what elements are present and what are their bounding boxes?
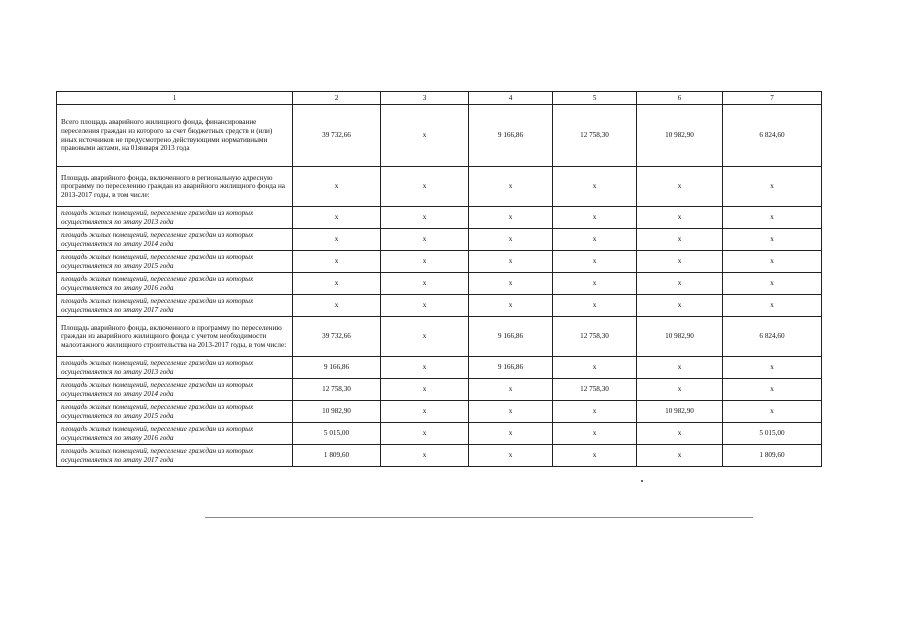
cell-value: х [637, 295, 723, 317]
cell-value: 5 015,00 [723, 423, 822, 445]
cell-value: х [469, 401, 553, 423]
row-label: Площадь аварийного фонда, включенного в программу по переселению граждан из аварийного жилищного фонда с учетом необходимости малоэтажного жилищного строительства на 2013-2017 годы, в том числе: [57, 317, 293, 357]
cell-value: 39 732,66 [293, 105, 381, 167]
cell-value: х [723, 229, 822, 251]
cell-value: х [293, 167, 381, 207]
row-label: площадь жилых помещений, переселение граждан из которых осуществляется по этапу 2013 года [57, 357, 293, 379]
cell-value: х [381, 379, 469, 401]
table-row [57, 379, 822, 401]
cell-value: 9 166,86 [293, 357, 381, 379]
cell-value: х [553, 401, 637, 423]
cell-value: х [637, 273, 723, 295]
column-header-7: 7 [723, 92, 822, 105]
cell-value: х [381, 295, 469, 317]
cell-value: 6 824,60 [723, 105, 822, 167]
cell-value: 12 758,30 [553, 379, 637, 401]
scan-line [205, 517, 753, 518]
cell-value: х [723, 401, 822, 423]
cell-value: х [637, 229, 723, 251]
cell-value: х [381, 167, 469, 207]
cell-value: х [553, 273, 637, 295]
cell-value: х [723, 207, 822, 229]
cell-value: х [553, 229, 637, 251]
table-row [57, 273, 822, 295]
table-row [57, 207, 822, 229]
cell-value: х [723, 295, 822, 317]
cell-value: х [553, 423, 637, 445]
column-header-6: 6 [637, 92, 723, 105]
table-row [57, 357, 822, 379]
cell-value: х [553, 167, 637, 207]
cell-value: 39 732,66 [293, 317, 381, 357]
row-label: площадь жилых помещений, переселение граждан из которых осуществляется по этапу 2016 года [57, 423, 293, 445]
cell-value: х [293, 295, 381, 317]
cell-value: х [469, 251, 553, 273]
cell-value: х [381, 357, 469, 379]
cell-value: х [381, 229, 469, 251]
cell-value: х [553, 251, 637, 273]
column-header-3: 3 [381, 92, 469, 105]
table-row [57, 295, 822, 317]
cell-value: 9 166,86 [469, 317, 553, 357]
cell-value: х [469, 229, 553, 251]
table-row [57, 317, 822, 357]
cell-value: х [469, 445, 553, 467]
cell-value: х [553, 357, 637, 379]
cell-value: х [293, 207, 381, 229]
cell-value: 12 758,30 [293, 379, 381, 401]
column-header-5: 5 [553, 92, 637, 105]
cell-value: х [723, 273, 822, 295]
table-row [57, 167, 822, 207]
cell-value: х [553, 207, 637, 229]
cell-value: х [723, 167, 822, 207]
cell-value: х [293, 273, 381, 295]
cell-value: х [381, 317, 469, 357]
table-row [57, 423, 822, 445]
cell-value: х [381, 105, 469, 167]
table-row [57, 251, 822, 273]
cell-value: х [637, 251, 723, 273]
table-row [57, 105, 822, 167]
cell-value: 9 166,86 [469, 357, 553, 379]
cell-value: х [723, 379, 822, 401]
cell-value: х [469, 207, 553, 229]
row-label: площадь жилых помещений, переселение граждан из которых осуществляется по этапу 2014 года [57, 229, 293, 251]
row-label: площадь жилых помещений, переселение граждан из которых осуществляется по этапу 2015 года [57, 401, 293, 423]
cell-value: 6 824,60 [723, 317, 822, 357]
cell-value: х [469, 167, 553, 207]
row-label: площадь жилых помещений, переселение граждан из которых осуществляется по этапу 2013 года [57, 207, 293, 229]
cell-value: х [381, 251, 469, 273]
cell-value: 10 982,90 [293, 401, 381, 423]
cell-value: х [637, 357, 723, 379]
cell-value: 10 982,90 [637, 317, 723, 357]
cell-value: х [469, 273, 553, 295]
cell-value: х [637, 423, 723, 445]
cell-value: х [381, 423, 469, 445]
row-label: площадь жилых помещений, переселение граждан из которых осуществляется по этапу 2017 года [57, 295, 293, 317]
cell-value: 1 809,60 [293, 445, 381, 467]
cell-value: 1 809,60 [723, 445, 822, 467]
cell-value: х [293, 229, 381, 251]
column-header-4: 4 [469, 92, 553, 105]
table-body [57, 105, 822, 467]
scan-speck [641, 480, 643, 482]
cell-value: х [553, 445, 637, 467]
column-header-2: 2 [293, 92, 381, 105]
cell-value: х [469, 295, 553, 317]
cell-value: х [723, 357, 822, 379]
cell-value: х [293, 251, 381, 273]
cell-value: х [381, 401, 469, 423]
row-label: площадь жилых помещений, переселение граждан из которых осуществляется по этапу 2014 года [57, 379, 293, 401]
cell-value: х [637, 167, 723, 207]
table-row [57, 229, 822, 251]
cell-value: 12 758,30 [553, 105, 637, 167]
cell-value: х [381, 207, 469, 229]
cell-value: х [381, 445, 469, 467]
area-table [56, 91, 822, 467]
row-label: Площадь аварийного фонда, включенного в региональную адресную программу по переселению граждан из аварийного жилищного фонда на 2013-2017 годы, в том числе: [57, 167, 293, 207]
table-row [57, 401, 822, 423]
cell-value: 10 982,90 [637, 401, 723, 423]
column-header-1: 1 [57, 92, 293, 105]
cell-value: 10 982,90 [637, 105, 723, 167]
cell-value: 9 166,86 [469, 105, 553, 167]
row-label: площадь жилых помещений, переселение граждан из которых осуществляется по этапу 2016 года [57, 273, 293, 295]
cell-value: 5 015,00 [293, 423, 381, 445]
cell-value: х [381, 273, 469, 295]
cell-value: 12 758,30 [553, 317, 637, 357]
cell-value: х [637, 379, 723, 401]
cell-value: х [637, 445, 723, 467]
cell-value: х [553, 295, 637, 317]
cell-value: х [637, 207, 723, 229]
table-row [57, 445, 822, 467]
row-label: Всего площадь аварийного жилищного фонда, финансирование переселения граждан из которого за счет бюджетных средств и (или) иных источников не предусмотрено действующими нормативными правовыми актами, на 01января 2013 года [57, 105, 293, 167]
row-label: площадь жилых помещений, переселение граждан из которых осуществляется по этапу 2017 года [57, 445, 293, 467]
row-label: площадь жилых помещений, переселение граждан из которых осуществляется по этапу 2015 года [57, 251, 293, 273]
cell-value: х [469, 423, 553, 445]
cell-value: х [469, 379, 553, 401]
cell-value: х [723, 251, 822, 273]
header-row [57, 92, 822, 105]
